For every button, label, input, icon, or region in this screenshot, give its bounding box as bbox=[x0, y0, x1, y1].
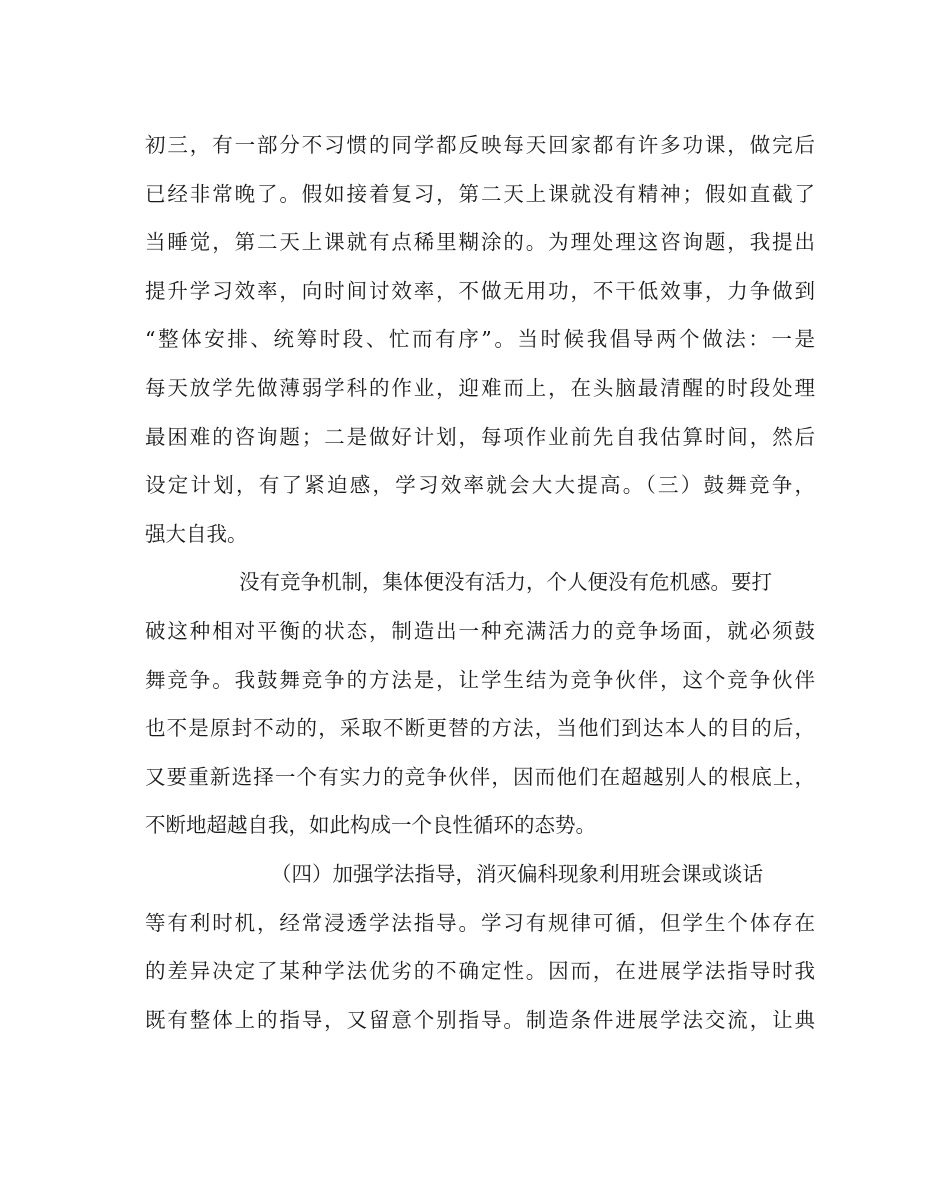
text-line: 已经非常晚了。假如接着复习，第二天上课就没有精神；假如直截了 bbox=[145, 181, 815, 206]
text-line: 破这种相对平衡的状态，制造出一种充满活力的竞争场面，就必须鼓 bbox=[145, 618, 815, 643]
text-line: 既有整体上的指导，又留意个别指导。制造条件进展学法交流，让典 bbox=[145, 1007, 815, 1032]
text-line: 当睡觉，第二天上课就有点稀里糊涂的。为理处理这咨询题，我提出 bbox=[145, 230, 815, 255]
text-line: 提升学习效率，向时间讨效率，不做无用功，不干低效事，力争做到 bbox=[145, 278, 815, 303]
text-line: “整体安排、统筹时段、忙而有序”。当时候我倡导两个做法：一是 bbox=[145, 327, 815, 352]
text-line: 初三，有一部分不习惯的同学都反映每天回家都有许多功课，做完后 bbox=[145, 133, 815, 157]
paragraph-study-efficiency bbox=[145, 121, 815, 558]
paragraph-study-method-guidance bbox=[145, 850, 815, 1044]
text-line: 舞竞争。我鼓舞竞争的方法是，让学生结为竞争伙伴，这个竞争伙伴 bbox=[145, 667, 815, 692]
paragraph-encourage-competition bbox=[145, 558, 815, 850]
text-line: 最困难的咨询题；二是做好计划，每项作业前先自我估算时间，然后 bbox=[145, 424, 815, 449]
text-line: 的差异决定了某种学法优劣的不确定性。因而，在进展学法指导时我 bbox=[145, 959, 815, 984]
text-line: 又要重新选择一个有实力的竞争伙伴，因而他们在超越别人的根底上， bbox=[145, 764, 815, 789]
text-line: 每天放学先做薄弱学科的作业，迎难而上，在头脑最清醒的时段处理 bbox=[145, 375, 815, 400]
text-line: 设定计划，有了紧迫感，学习效率就会大大提高。（三）鼓舞竞争， bbox=[145, 473, 815, 498]
text-line: 没有竞争机制，集体便没有活力，个人便没有危机感。要打 bbox=[239, 570, 772, 595]
text-line: 强大自我。 bbox=[145, 521, 248, 546]
text-line: （四）加强学法指导，消灭偏科现象利用班会课或谈话 bbox=[271, 861, 763, 886]
text-line: 也不是原封不动的，采取不断更替的方法，当他们到达本人的目的后， bbox=[145, 716, 815, 741]
document-body bbox=[145, 121, 815, 1044]
text-line: 不断地超越自我，如此构成一个良性循环的态势。 bbox=[145, 813, 596, 838]
text-line: 等有利时机，经常浸透学法指导。学习有规律可循，但学生个体存在 bbox=[145, 910, 815, 935]
